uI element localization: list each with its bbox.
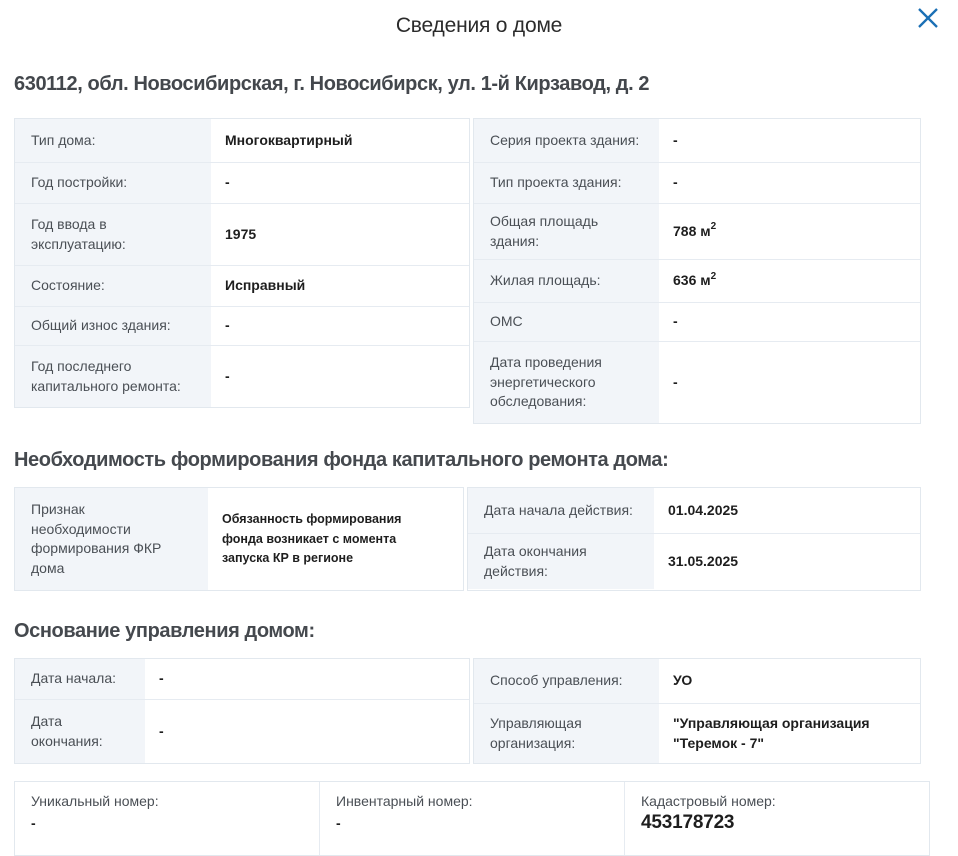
row-living-area-value: 636 м $^2$ bbox=[659, 260, 920, 302]
row-oms-value: - bbox=[659, 303, 920, 341]
row-project-series bbox=[474, 119, 920, 163]
row-mgmt-start-date bbox=[15, 659, 469, 700]
row-wear bbox=[15, 307, 469, 346]
row-validity-end-value: 31.05.2025 bbox=[654, 534, 920, 589]
row-validity-start-label: Дата начала действия: bbox=[468, 488, 654, 533]
row-mgmt-organization-label: Управляющая организация: bbox=[474, 704, 659, 763]
cell-inventory-number-label: Инвентарный номер: bbox=[336, 793, 473, 810]
row-validity-end-label: Дата окончания действия: bbox=[468, 534, 654, 589]
row-project-type-label: Тип проекта здания: bbox=[474, 163, 659, 203]
row-total-area-label: Общая площадь здания: bbox=[474, 204, 659, 259]
fkr-table bbox=[14, 487, 944, 591]
row-mgmt-start-date-value: - bbox=[145, 659, 469, 699]
row-build-year-label: Год постройки: bbox=[15, 163, 211, 203]
cell-cadastral-number-label: Кадастровый номер: bbox=[641, 793, 776, 810]
cell-inventory-number-value: - bbox=[336, 815, 341, 832]
row-build-year-value: - bbox=[211, 163, 469, 203]
row-last-overhaul-year-label: Год последнего капитального ремонта: bbox=[15, 346, 211, 407]
row-energy-audit-date-value: - bbox=[659, 342, 920, 423]
row-project-series-value: - bbox=[659, 119, 920, 162]
row-condition-label: Состояние: bbox=[15, 266, 211, 306]
house-info-table-left bbox=[14, 118, 470, 408]
row-house-type-label: Тип дома: bbox=[15, 119, 211, 162]
row-project-series-label: Серия проекта здания: bbox=[474, 119, 659, 162]
row-mgmt-end-date-label: Дата окончания: bbox=[15, 700, 145, 763]
row-commissioning-year-label: Год ввода в эксплуатацию: bbox=[15, 204, 211, 265]
management-section-heading: Основание управления домом: bbox=[14, 620, 315, 643]
row-house-type bbox=[15, 119, 469, 163]
row-house-type-value: Многоквартирный bbox=[211, 119, 469, 162]
cell-unique-number-value: - bbox=[31, 815, 36, 832]
management-table-left bbox=[14, 658, 470, 764]
row-living-area bbox=[474, 260, 920, 303]
row-condition bbox=[15, 266, 469, 307]
row-mgmt-method-value: УО bbox=[659, 659, 920, 703]
row-mgmt-organization-value: "Управляющая организация "Теремок - 7" bbox=[659, 704, 920, 763]
management-table bbox=[14, 658, 944, 764]
row-mgmt-method-label: Способ управления: bbox=[474, 659, 659, 703]
row-oms-label: ОМС bbox=[474, 303, 659, 341]
row-total-area-value: 788 м $^2$ bbox=[659, 204, 920, 259]
fkr-table-left bbox=[14, 487, 464, 591]
management-table-right bbox=[473, 658, 921, 764]
cell-cadastral-number bbox=[624, 782, 929, 855]
row-mgmt-start-date-label: Дата начала: bbox=[15, 659, 145, 699]
cell-inventory-number bbox=[319, 782, 624, 855]
numbers-table bbox=[14, 781, 930, 856]
row-build-year bbox=[15, 163, 469, 204]
total-area-text: 788 м bbox=[673, 222, 711, 239]
row-last-overhaul-year bbox=[15, 346, 469, 407]
living-area-text: 636 м bbox=[673, 272, 711, 289]
modal-title: Сведения о доме bbox=[395, 14, 563, 37]
row-mgmt-method bbox=[474, 659, 920, 704]
fkr-table-right bbox=[467, 487, 921, 591]
row-mgmt-end-date bbox=[15, 700, 469, 763]
fkr-sign-label-cell: Признак необходимости формирования ФКР дома bbox=[15, 488, 208, 590]
row-last-overhaul-year-value: - bbox=[211, 346, 469, 407]
row-validity-start-value: 01.04.2025 bbox=[654, 488, 920, 533]
row-commissioning-year bbox=[15, 204, 469, 266]
house-address: 630112, обл. Новосибирская, г. Новосибирск, ул. 1-й Кирзавод, д. 2 bbox=[14, 73, 650, 95]
house-info-table-right bbox=[473, 118, 921, 424]
row-project-type-value: - bbox=[659, 163, 920, 203]
row-commissioning-year-value: 1975 bbox=[211, 204, 469, 265]
row-condition-value: Исправный bbox=[211, 266, 469, 306]
row-living-area-label: Жилая площадь: bbox=[474, 260, 659, 302]
close-icon bbox=[915, 5, 941, 31]
row-mgmt-organization bbox=[474, 704, 920, 763]
house-info-table bbox=[14, 118, 944, 424]
row-mgmt-end-date-value: - bbox=[145, 700, 469, 763]
row-validity-start bbox=[468, 488, 920, 534]
cell-unique-number-label: Уникальный номер: bbox=[31, 793, 159, 810]
row-validity-end bbox=[468, 534, 920, 589]
close-button[interactable] bbox=[912, 2, 944, 34]
row-oms bbox=[474, 303, 920, 342]
row-total-area bbox=[474, 204, 920, 260]
row-project-type bbox=[474, 163, 920, 204]
row-energy-audit-date bbox=[474, 342, 920, 423]
cell-cadastral-number-value: 453178723 bbox=[641, 812, 735, 834]
cell-unique-number bbox=[15, 782, 319, 855]
fkr-sign-value-cell: Обязанность формирования фонда возникает с момента запуска КР в регионе bbox=[208, 488, 463, 590]
row-wear-label: Общий износ здания: bbox=[15, 307, 211, 345]
row-energy-audit-date-label: Дата проведения энергетического обследования: bbox=[474, 342, 659, 423]
fkr-section-heading: Необходимость формирования фонда капитального ремонта дома: bbox=[14, 449, 669, 472]
row-wear-value: - bbox=[211, 307, 469, 345]
